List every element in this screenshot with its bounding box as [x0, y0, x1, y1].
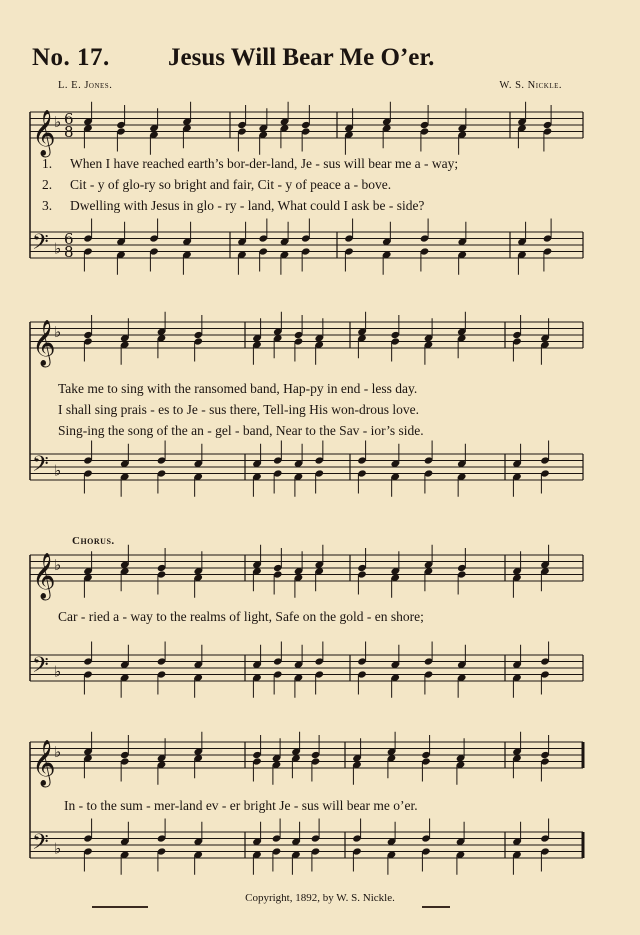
lyric-line: Sing-ing the song of the an - gel - band, Near to the Sav - ior’s side.	[58, 423, 424, 438]
verse-number: 1.	[42, 156, 53, 171]
treble-clef-icon: 𝄞	[32, 740, 56, 786]
bass-clef-icon: 𝄢	[32, 451, 49, 482]
flat-icon: ♭	[54, 239, 62, 258]
lyric-line: Cit - y of glo-ry so bright and fair, Cit - y of peace a - bove.	[70, 177, 392, 192]
flat-icon: ♭	[54, 662, 62, 681]
flat-icon: ♭	[54, 742, 62, 761]
time-signature-top: 6	[64, 110, 74, 128]
composer-credit: W. S. Nickle.	[499, 80, 562, 91]
bass-clef-icon: 𝄢	[32, 652, 49, 683]
hymn-number: No. 17.	[32, 44, 110, 71]
printer-mark	[422, 906, 450, 908]
lyric-line: In - to the sum - mer-land ev - er bright Je - sus will bear me o’er.	[64, 798, 418, 813]
chorus-label: Chorus.	[72, 535, 115, 547]
flat-icon: ♭	[54, 322, 62, 341]
copyright-notice: Copyright, 1892, by W. S. Nickle.	[245, 892, 395, 904]
bass-clef-icon: 𝄢	[32, 229, 49, 260]
lyric-line: Car - ried a - way to the realms of light, Safe on the gold - en shore;	[58, 609, 424, 624]
flat-icon: ♭	[54, 555, 62, 574]
treble-clef-icon: 𝄞	[32, 553, 56, 599]
lyric-line: When I have reached earth’s bor-der-land, Je - sus will bear me a - way;	[70, 156, 459, 171]
lyric-line: Take me to sing with the ransomed band, Hap-py in end - less day.	[58, 381, 418, 396]
verse-number: 3.	[42, 198, 53, 213]
flat-icon: ♭	[54, 839, 62, 858]
time-signature-bottom: 8	[64, 243, 74, 261]
treble-clef-icon: 𝄞	[32, 110, 56, 156]
time-signature-bottom: 8	[64, 123, 74, 141]
lyricist-credit: L. E. Jones.	[58, 80, 113, 91]
treble-clef-icon: 𝄞	[32, 320, 56, 366]
lyric-line: Dwelling with Jesus in glo - ry - land, What could I ask be - side?	[70, 198, 425, 213]
lyric-line: I shall sing prais - es to Je - sus there, Tell-ing His won-drous love.	[58, 402, 419, 417]
printer-mark	[92, 906, 148, 908]
verse-number: 2.	[42, 177, 53, 192]
hymn-title: Jesus Will Bear Me O’er.	[168, 44, 435, 71]
flat-icon: ♭	[54, 112, 62, 131]
bass-clef-icon: 𝄢	[32, 829, 49, 860]
time-signature-top: 6	[64, 230, 74, 248]
flat-icon: ♭	[54, 461, 62, 480]
